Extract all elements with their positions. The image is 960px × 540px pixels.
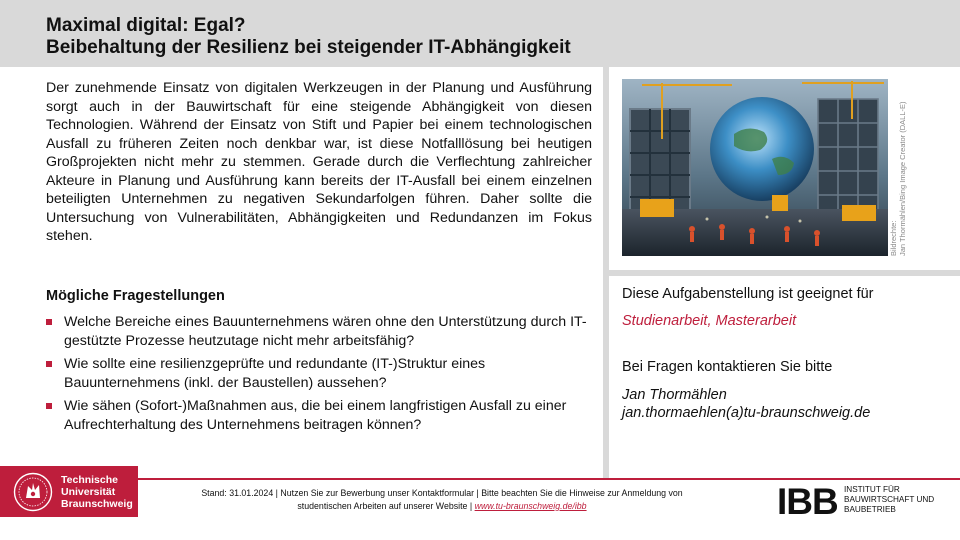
tu-seal-icon bbox=[13, 472, 53, 512]
footer-line-1: Stand: 31.01.2024 | Nutzen Sie zur Bewerbung unser Kontaktformular | Bitte beachten Sie die Hinweise zur Anmeldung von bbox=[201, 488, 683, 498]
tu-braunschweig-logo[interactable] bbox=[0, 466, 138, 517]
footer-line-2-text: studentischen Arbeiten auf unserer Website | bbox=[297, 501, 475, 511]
title-line-1: Maximal digital: Egal? bbox=[46, 15, 246, 36]
footer-line-2 bbox=[142, 500, 742, 513]
suitable-value: Studienarbeit, Masterarbeit bbox=[622, 313, 797, 329]
questions-heading: Mögliche Fragestellungen bbox=[46, 288, 225, 304]
intro-paragraph: Der zunehmende Einsatz von digitalen Werkzeugen in der Planung und Ausführung sorgt auch in der Bauwirtschaft für eine steigende Abhängigkeit von diesen Technologien. Während der Einsatz von Stift und Papier bei einem technologischen Ausfall zu früheren Zeiten noch denkbar war, ist diese Notfalllösung bei heutigen Großprojekten nicht mehr zu stemmen. Gerade durch die Verflechtung zahlreicher Akteure in Planung und Ausführung kann bereits der IT-Ausfall bei einem einzelnen beteiligten Unternehmen zu negativen Sekundarfolgen führen. Daher sollte die Untersuchung von Vulnerabilitäten, Abhängigkeiten und Redundanzen im Fokus stehen. bbox=[46, 80, 592, 244]
ibb-logo-line-1: INSTITUT FÜR bbox=[844, 485, 900, 494]
suitable-label: Diese Aufgabenstellung ist geeignet für bbox=[622, 286, 874, 302]
contact-name: Jan Thormählen bbox=[622, 387, 727, 403]
question-text: Wie sähen (Sofort-)Maßnahmen aus, die bei einem langfristigen Ausfall zu einer Aufrechterhaltung des Unternehmens beitragen können? bbox=[64, 398, 567, 433]
bullet-icon bbox=[46, 403, 52, 409]
tu-logo-line-2: Universität bbox=[61, 486, 116, 498]
footer-divider bbox=[0, 478, 960, 480]
question-text: Welche Bereiche eines Bauunternehmens wären ohne den Unterstützung durch IT-gestützte Prozesse heutzutage nicht mehr arbeitsfähig? bbox=[64, 314, 587, 349]
bullet-icon bbox=[46, 361, 52, 367]
ibb-logo-text bbox=[844, 485, 934, 515]
horizontal-divider bbox=[609, 270, 960, 276]
question-item bbox=[46, 313, 592, 350]
questions-list bbox=[46, 313, 592, 439]
image-credit-line-2: Jan Thormählen/Bing Image Creator (DALL-E) bbox=[898, 101, 907, 256]
footer-text bbox=[142, 487, 742, 513]
ibb-logo-line-3: BAUBETRIEB bbox=[844, 505, 896, 514]
contact-email[interactable]: jan.thormaehlen(a)tu-braunschweig.de bbox=[622, 405, 871, 421]
ibb-logo-mark[interactable]: IBB bbox=[777, 481, 838, 522]
bullet-icon bbox=[46, 319, 52, 325]
construction-image bbox=[622, 79, 888, 256]
question-item bbox=[46, 397, 592, 434]
tu-logo-text bbox=[61, 474, 133, 510]
page-title bbox=[46, 15, 571, 59]
image-credit bbox=[889, 101, 907, 256]
question-item bbox=[46, 355, 592, 392]
tu-logo-line-3: Braunschweig bbox=[61, 498, 133, 510]
image-credit-line-1: Bildrechte: bbox=[889, 220, 898, 256]
tu-logo-line-1: Technische bbox=[61, 474, 118, 486]
contact-label: Bei Fragen kontaktieren Sie bitte bbox=[622, 359, 833, 375]
ibb-logo-line-2: BAUWIRTSCHAFT UND bbox=[844, 495, 935, 504]
ibb-website-link[interactable]: www.tu-braunschweig.de/ibb bbox=[474, 501, 587, 511]
title-line-2: Beibehaltung der Resilienz bei steigender IT-Abhängigkeit bbox=[46, 37, 571, 58]
question-text: Wie sollte eine resilienzgeprüfte und redundante (IT-)Struktur eines Bauunternehmens (inkl. der Baustellen) aussehen? bbox=[64, 356, 486, 391]
